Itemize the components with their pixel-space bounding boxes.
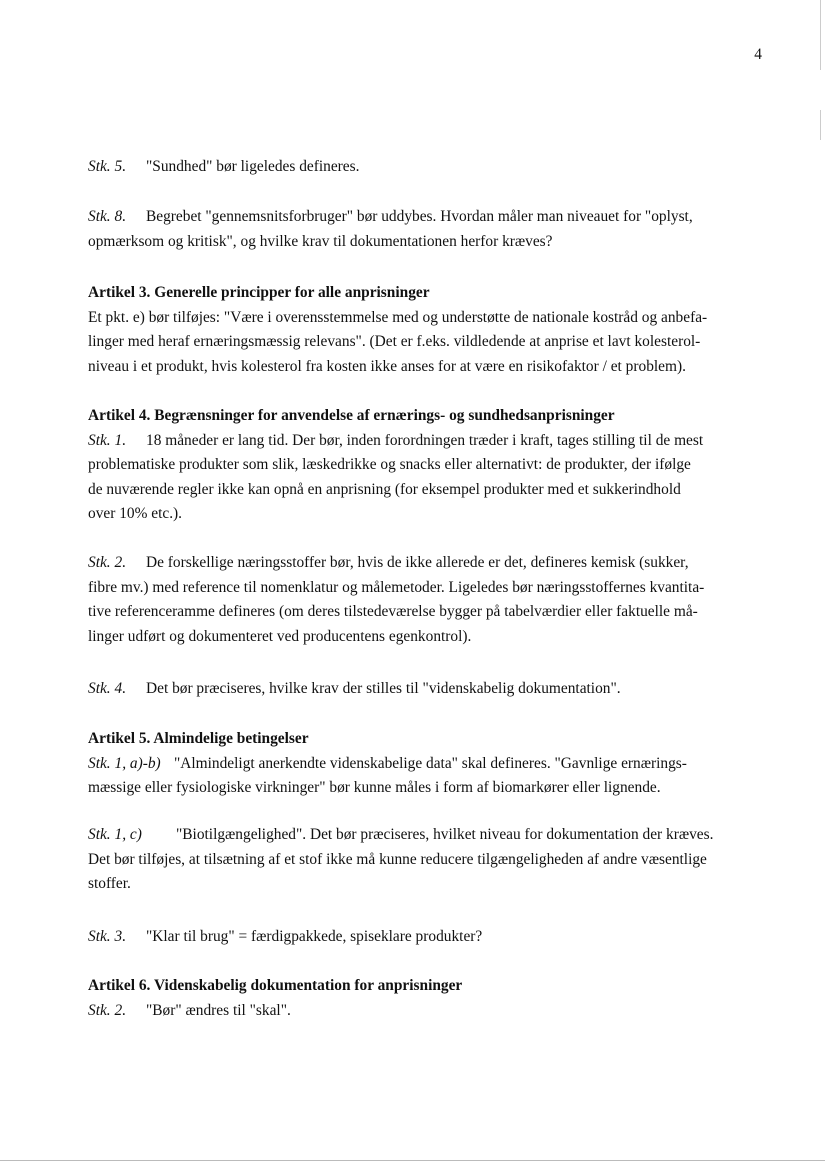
paragraph-stk-2 <box>88 551 768 649</box>
text-line: Det bør tilføjes, at tilsætning af et stof ikke må kunne reducere tilgængeligheden af andre væsentlige <box>88 850 707 868</box>
paragraph-stk-3 <box>88 925 768 950</box>
text-line: opmærksom og kritisk", og hvilke krav til dokumentationen herfor kræves? <box>88 232 553 250</box>
stk-label: Stk. 2. <box>88 554 127 571</box>
text-line: Stk. 1, a)-b) "Almindeligt anerkendte videnskabelige data" skal defineres. "Gavnlige ernærings- <box>88 752 768 777</box>
text-line: niveau i et produkt, hvis kolesterol fra kosten ikke anses for at være en risikofaktor / et problem). <box>88 357 686 375</box>
text-line: Et pkt. e) bør tilføjes: "Være i overensstemmelse med og understøtte de nationale kostråd og anbefa- <box>88 308 708 326</box>
stk-label: Stk. 2. <box>88 1001 127 1019</box>
text-line: over 10% etc.). <box>88 505 183 523</box>
text-line: Stk. 4. Det bør præciseres, hvilke krav der stilles til "videnskabelig dokumentation". <box>88 677 768 702</box>
paragraph-stk-8 <box>88 205 768 254</box>
stk-label: Stk. 3. <box>88 928 127 945</box>
text-line: Stk. 5. "Sundhed" bør ligeledes defineres. <box>88 155 768 180</box>
stk-label: Stk. 4. <box>88 680 127 697</box>
text-line: fibre mv.) med reference til nomenklatur og målemetoder. Ligeledes bør næringsstoffernes kvantita- <box>88 578 705 596</box>
text-line: mæssige eller fysiologiske virkninger" bør kunne måles i form af biomarkører eller lignende. <box>88 779 661 797</box>
stk-label: Stk. 1. <box>88 431 127 449</box>
stk-label: Stk. 8. <box>88 208 127 225</box>
text-line: linger udført og dokumenteret ved producentens egenkontrol). <box>88 627 472 645</box>
text-line: de nuværende regler ikke kan opnå en anprisning (for eksempel produkter med et sukkerindhold <box>88 480 681 498</box>
text-line: linger med heraf ernæringsmæssig relevans". (Det er f.eks. vildledende at anprise et lavt kolesterol- <box>88 333 701 351</box>
text-line: Stk. 2. De forskellige næringsstoffer bør, hvis de ikke allerede er det, defineres kemisk (sukker, <box>88 551 768 576</box>
scan-edge-mark <box>820 0 821 70</box>
text-line: stoffer. <box>88 875 131 893</box>
paragraph-stk-1c <box>88 823 768 897</box>
section-heading: Artikel 6. Videnskabelig dokumentation for anprisninger <box>88 977 463 994</box>
section-artikel-6 <box>88 974 768 1023</box>
text-line: Stk. 1. 18 måneder er lang tid. Der bør, inden forordningen træder i kraft, tages stilling til de mest <box>88 429 768 454</box>
scan-edge-mark <box>820 110 821 140</box>
section-heading: Artikel 4. Begrænsninger for anvendelse af ernærings- og sundhedsanprisninger <box>88 407 615 424</box>
stk-label: Stk. 1, c) <box>88 826 142 843</box>
paragraph-stk-4 <box>88 677 768 702</box>
scan-bottom-rule <box>0 1160 825 1161</box>
text-line: Stk. 3. "Klar til brug" = færdigpakkede, spiseklare produkter? <box>88 925 768 950</box>
section-artikel-3 <box>88 281 768 379</box>
section-artikel-5 <box>88 727 768 801</box>
text-line: Stk. 2. "Bør" ændres til "skal". <box>88 999 768 1024</box>
text-line: Stk. 8. Begrebet "gennemsnitsforbruger" bør uddybes. Hvordan måler man niveauet for "oplyst, <box>88 205 768 230</box>
paragraph-stk-5 <box>88 155 768 180</box>
page-number: 4 <box>754 46 762 63</box>
section-heading: Artikel 5. Almindelige betingelser <box>88 730 309 747</box>
section-heading: Artikel 3. Generelle principper for alle anprisninger <box>88 284 430 301</box>
section-artikel-4 <box>88 404 768 527</box>
text-line: problematiske produkter som slik, læskedrikke og snacks eller alternativt: de produkter, der ifølge <box>88 456 691 474</box>
stk-label: Stk. 5. <box>88 158 127 175</box>
text-line: tive referenceramme defineres (om deres tilstedeværelse bygger på tabelværdier eller faktuelle må- <box>88 603 698 621</box>
stk-label: Stk. 1, a)-b) <box>88 754 161 772</box>
text-line: Stk. 1, c) "Biotilgængelighed". Det bør præciseres, hvilket niveau for dokumentation der kræves. <box>88 823 768 848</box>
